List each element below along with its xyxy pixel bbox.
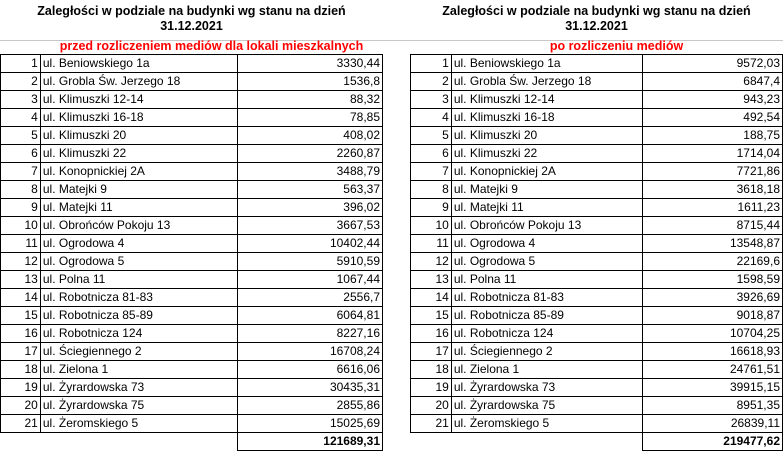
table-row	[411, 145, 783, 163]
total-row	[1, 433, 383, 451]
row-number: 4	[411, 109, 452, 127]
row-number: 21	[411, 415, 452, 433]
arrears-value: 5910,59	[237, 253, 382, 271]
total-value: 121689,31	[237, 433, 382, 451]
building-address: ul. Żyrardowska 75	[451, 397, 642, 415]
building-address: ul. Matejki 9	[451, 181, 642, 199]
arrears-value: 16618,93	[642, 343, 782, 361]
building-address: ul. Ogrodowa 4	[40, 235, 237, 253]
row-number: 6	[1, 145, 41, 163]
row-number: 20	[1, 397, 41, 415]
table-row	[411, 91, 783, 109]
table-row	[1, 325, 383, 343]
arrears-value: 188,75	[642, 127, 782, 145]
row-number: 9	[411, 199, 452, 217]
table-row	[411, 415, 783, 433]
row-number: 12	[411, 253, 452, 271]
left-table	[0, 54, 383, 451]
table-row	[1, 163, 383, 181]
table-row	[411, 217, 783, 235]
total-value: 219477,62	[642, 433, 782, 451]
arrears-value: 3667,53	[237, 217, 382, 235]
row-number: 13	[1, 271, 41, 289]
table-row	[1, 235, 383, 253]
building-address: ul. Żeromskiego 5	[40, 415, 237, 433]
table-row	[411, 253, 783, 271]
building-address: ul. Matejki 11	[451, 199, 642, 217]
right-table	[410, 54, 783, 451]
arrears-value: 16708,24	[237, 343, 382, 361]
row-number: 17	[1, 343, 41, 361]
left-title-line1: Zaległości w podziale na budynki wg stanu na dzień	[37, 4, 346, 18]
right-title	[410, 0, 783, 34]
building-address: ul. Żyrardowska 73	[40, 379, 237, 397]
building-address: ul. Polna 11	[40, 271, 237, 289]
row-number: 10	[411, 217, 452, 235]
table-row	[411, 199, 783, 217]
table-row	[411, 109, 783, 127]
row-number: 17	[411, 343, 452, 361]
arrears-value: 24761,51	[642, 361, 782, 379]
arrears-value: 9018,87	[642, 307, 782, 325]
row-number: 11	[411, 235, 452, 253]
row-number: 8	[411, 181, 452, 199]
row-number: 19	[1, 379, 41, 397]
arrears-value: 3618,18	[642, 181, 782, 199]
row-number: 14	[1, 289, 41, 307]
building-address: ul. Zielona 1	[451, 361, 642, 379]
left-panel	[0, 0, 383, 451]
row-number: 7	[1, 163, 41, 181]
arrears-value: 22169,6	[642, 253, 782, 271]
building-address: ul. Matejki 11	[40, 199, 237, 217]
table-row	[1, 415, 383, 433]
building-address: ul. Konopnickiej 2A	[40, 163, 237, 181]
table-row	[411, 163, 783, 181]
blank-cell	[40, 433, 237, 451]
building-address: ul. Klimuszki 22	[451, 145, 642, 163]
row-number: 12	[1, 253, 41, 271]
row-number: 5	[411, 127, 452, 145]
table-row	[411, 343, 783, 361]
building-address: ul. Klimuszki 20	[451, 127, 642, 145]
arrears-value: 943,23	[642, 91, 782, 109]
right-subtitle: po rozliczeniu mediów	[549, 39, 684, 53]
building-address: ul. Konopnickiej 2A	[451, 163, 642, 181]
table-row	[1, 379, 383, 397]
table-row	[1, 307, 383, 325]
row-number: 6	[411, 145, 452, 163]
arrears-value: 6616,06	[237, 361, 382, 379]
row-number: 18	[1, 361, 41, 379]
row-number: 1	[411, 55, 452, 73]
building-address: ul. Żeromskiego 5	[451, 415, 642, 433]
building-address: ul. Robotnicza 124	[451, 325, 642, 343]
arrears-value: 26839,11	[642, 415, 782, 433]
building-address: ul. Grobla Św. Jerzego 18	[451, 73, 642, 91]
row-number: 20	[411, 397, 452, 415]
table-row	[1, 55, 383, 73]
table-row	[411, 307, 783, 325]
arrears-value: 3488,79	[237, 163, 382, 181]
arrears-value: 492,54	[642, 109, 782, 127]
building-address: ul. Zielona 1	[40, 361, 237, 379]
table-row	[411, 73, 783, 91]
arrears-value: 10704,25	[642, 325, 782, 343]
row-number: 8	[1, 181, 41, 199]
building-address: ul. Robotnicza 124	[40, 325, 237, 343]
arrears-value: 408,02	[237, 127, 382, 145]
arrears-value: 1598,59	[642, 271, 782, 289]
left-title-line2: 31.12.2021	[160, 19, 223, 33]
arrears-value: 1714,04	[642, 145, 782, 163]
row-number: 1	[1, 55, 41, 73]
table-row	[1, 127, 383, 145]
row-number: 19	[411, 379, 452, 397]
table-row	[1, 271, 383, 289]
building-address: ul. Żyrardowska 75	[40, 397, 237, 415]
building-address: ul. Obrońców Pokoju 13	[451, 217, 642, 235]
arrears-value: 2556,7	[237, 289, 382, 307]
table-row	[411, 271, 783, 289]
row-number: 11	[1, 235, 41, 253]
building-address: ul. Obrońców Pokoju 13	[40, 217, 237, 235]
table-row	[411, 379, 783, 397]
table-row	[411, 127, 783, 145]
table-row	[1, 397, 383, 415]
arrears-value: 3926,69	[642, 289, 782, 307]
building-address: ul. Ściegiennego 2	[451, 343, 642, 361]
right-title-line2: 31.12.2021	[565, 19, 628, 33]
building-address: ul. Robotnicza 85-89	[40, 307, 237, 325]
arrears-value: 13548,87	[642, 235, 782, 253]
table-row	[411, 235, 783, 253]
arrears-value: 1611,23	[642, 199, 782, 217]
building-address: ul. Ściegiennego 2	[40, 343, 237, 361]
table-row	[411, 325, 783, 343]
arrears-value: 2260,87	[237, 145, 382, 163]
row-number: 14	[411, 289, 452, 307]
blank-cell	[451, 433, 642, 451]
row-number: 7	[411, 163, 452, 181]
arrears-value: 6847,4	[642, 73, 782, 91]
building-address: ul. Beniowskiego 1a	[40, 55, 237, 73]
building-address: ul. Polna 11	[451, 271, 642, 289]
arrears-value: 88,32	[237, 91, 382, 109]
row-number: 15	[411, 307, 452, 325]
table-row	[411, 181, 783, 199]
left-subtitle: przed rozliczeniem mediów dla lokali mieszkalnych	[59, 39, 364, 53]
row-number: 3	[1, 91, 41, 109]
arrears-value: 396,02	[237, 199, 382, 217]
table-row	[1, 217, 383, 235]
row-number: 16	[411, 325, 452, 343]
building-address: ul. Beniowskiego 1a	[451, 55, 642, 73]
row-number: 2	[411, 73, 452, 91]
building-address: ul. Żyrardowska 73	[451, 379, 642, 397]
building-address: ul. Klimuszki 20	[40, 127, 237, 145]
building-address: ul. Robotnicza 81-83	[40, 289, 237, 307]
total-row	[411, 433, 783, 451]
table-row	[1, 361, 383, 379]
arrears-value: 15025,69	[237, 415, 382, 433]
row-number: 13	[411, 271, 452, 289]
arrears-value: 30435,31	[237, 379, 382, 397]
arrears-value: 563,37	[237, 181, 382, 199]
table-row	[1, 145, 383, 163]
building-address: ul. Ogrodowa 5	[40, 253, 237, 271]
building-address: ul. Klimuszki 16-18	[451, 109, 642, 127]
table-row	[411, 361, 783, 379]
building-address: ul. Klimuszki 12-14	[451, 91, 642, 109]
row-number: 18	[411, 361, 452, 379]
row-number: 3	[411, 91, 452, 109]
arrears-value: 2855,86	[237, 397, 382, 415]
arrears-value: 10402,44	[237, 235, 382, 253]
arrears-value: 8227,16	[237, 325, 382, 343]
arrears-value: 9572,03	[642, 55, 782, 73]
row-number: 5	[1, 127, 41, 145]
table-row	[1, 289, 383, 307]
table-row	[1, 73, 383, 91]
row-number: 16	[1, 325, 41, 343]
arrears-value: 78,85	[237, 109, 382, 127]
right-title-line1: Zaległości w podziale na budynki wg stanu na dzień	[442, 4, 751, 18]
blank-cell	[411, 433, 452, 451]
building-address: ul. Robotnicza 81-83	[451, 289, 642, 307]
row-number: 21	[1, 415, 41, 433]
building-address: ul. Matejki 9	[40, 181, 237, 199]
table-row	[1, 181, 383, 199]
arrears-value: 39915,15	[642, 379, 782, 397]
table-row	[1, 343, 383, 361]
arrears-value: 6064,81	[237, 307, 382, 325]
table-row	[1, 199, 383, 217]
arrears-value: 3330,44	[237, 55, 382, 73]
building-address: ul. Robotnicza 85-89	[451, 307, 642, 325]
row-number: 15	[1, 307, 41, 325]
arrears-value: 7721,86	[642, 163, 782, 181]
table-row	[1, 109, 383, 127]
arrears-value: 1067,44	[237, 271, 382, 289]
arrears-value: 8715,44	[642, 217, 782, 235]
building-address: ul. Ogrodowa 5	[451, 253, 642, 271]
building-address: ul. Klimuszki 12-14	[40, 91, 237, 109]
row-number: 4	[1, 109, 41, 127]
table-row	[411, 397, 783, 415]
right-panel	[410, 0, 783, 451]
left-title	[0, 0, 383, 34]
row-number: 10	[1, 217, 41, 235]
building-address: ul. Ogrodowa 4	[451, 235, 642, 253]
table-row	[411, 289, 783, 307]
building-address: ul. Klimuszki 22	[40, 145, 237, 163]
arrears-value: 1536,8	[237, 73, 382, 91]
row-number: 2	[1, 73, 41, 91]
arrears-value: 8951,35	[642, 397, 782, 415]
table-row	[1, 253, 383, 271]
table-row	[411, 55, 783, 73]
row-number: 9	[1, 199, 41, 217]
building-address: ul. Grobla Św. Jerzego 18	[40, 73, 237, 91]
table-row	[1, 91, 383, 109]
building-address: ul. Klimuszki 16-18	[40, 109, 237, 127]
blank-cell	[1, 433, 41, 451]
